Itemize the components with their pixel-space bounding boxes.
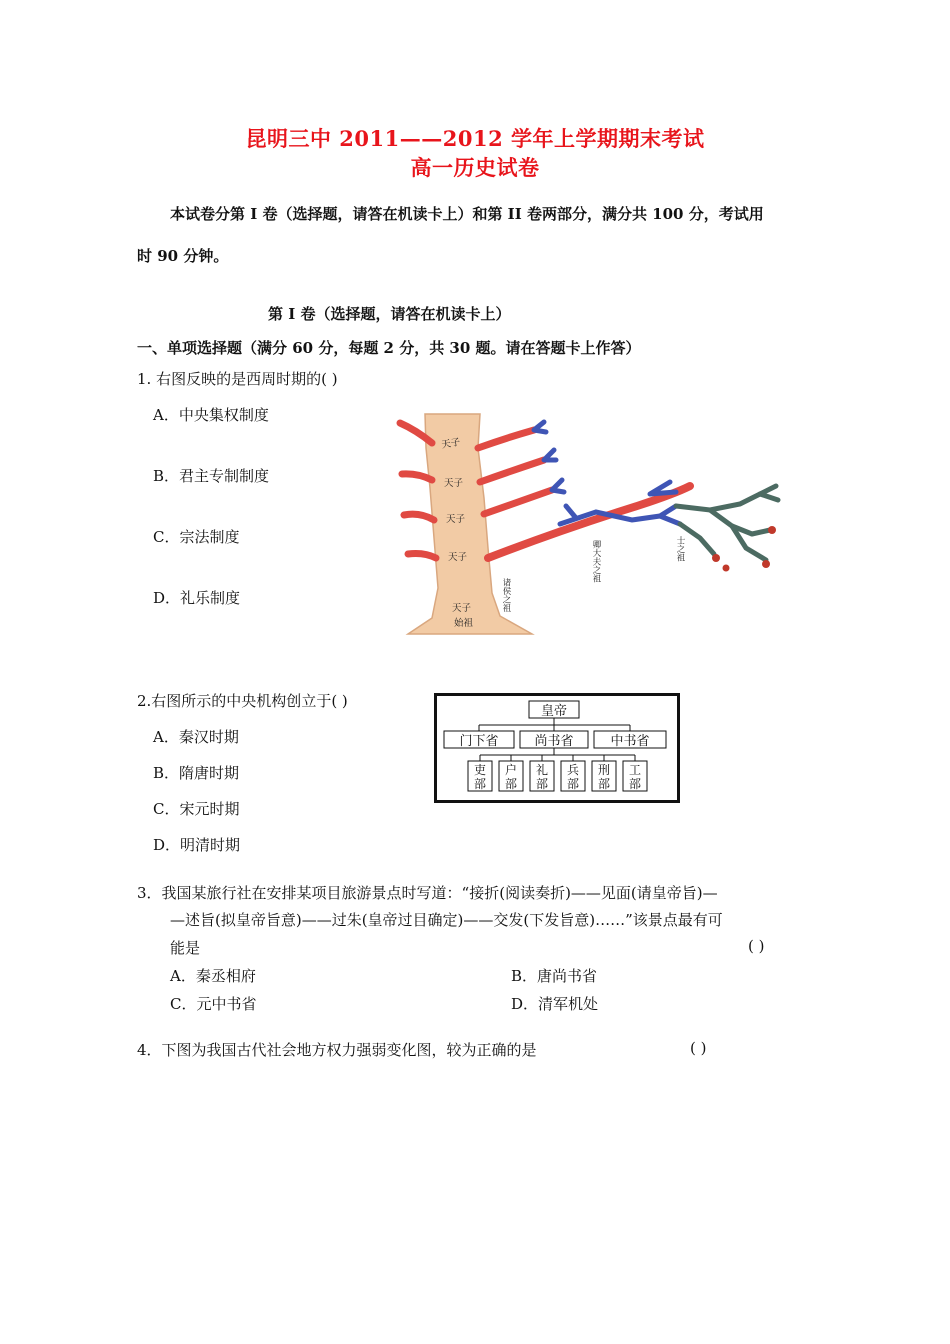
emperor-label: 皇帝 (540, 704, 568, 719)
intro-line-1: 本试卷分第 I 卷（选择题，请答在机读卡上）和第 II 卷两部分，满分共 100 分，考试用 (170, 205, 764, 223)
zhongshu-label: 中书省 (610, 734, 650, 749)
ministry-gong-bottom: 部 (628, 777, 642, 791)
ministry-rites-top: 礼 (535, 763, 549, 777)
branch-label-shi: 士之祖 (675, 536, 685, 562)
ministry-li-bottom: 部 (473, 777, 487, 791)
trunk-label-5: 天子 (452, 603, 472, 614)
trunk-label-4: 天子 (448, 552, 468, 563)
question-1-option-d: D．礼乐制度 (153, 589, 241, 607)
question-3-stem-line-1: 3．我国某旅行社在安排某项目旅游景点时写道：“接折(阅读奏折)——见面(请皇帝旨)— (137, 884, 718, 902)
branch-label-zhuhou: 诸侯之祖 (501, 578, 511, 612)
trunk-label-1: 天子 (440, 436, 462, 451)
trunk-label-2: 天子 (444, 478, 464, 489)
question-3-bracket: ( ) (748, 937, 765, 955)
trunk-label-3: 天子 (446, 514, 466, 525)
gray-branches (676, 486, 778, 560)
ministry-bing-bottom: 部 (566, 777, 580, 791)
trunk-base-label: 始祖 (454, 618, 474, 629)
question-1-option-c: C．宗法制度 (153, 528, 240, 546)
exam-subtitle: 高一历史试卷 (410, 155, 540, 180)
intro-line-2: 时 90 分钟。 (137, 247, 229, 265)
question-1-option-a: A．中央集权制度 (153, 406, 269, 424)
question-3-stem-line-2: —述旨(拟皇帝旨意)——过朱(皇帝过目确定)——交发(下发旨意)……”该景点最有可 (170, 911, 723, 929)
ministry-rites-bottom: 部 (535, 777, 549, 791)
ministry-xing-top: 刑 (597, 763, 611, 777)
question-2-option-c: C．宋元时期 (153, 800, 240, 818)
blue-branches (534, 422, 680, 524)
ministry-bing-top: 兵 (566, 763, 580, 777)
question-4-stem: 4．下图为我国古代社会地方权力强弱变化图，较为正确的是 (137, 1041, 537, 1059)
ministry-hu-top: 户 (504, 763, 518, 777)
ministry-xing-bottom: 部 (597, 777, 611, 791)
central-government-chart (434, 693, 680, 803)
tree-trunk (408, 414, 532, 634)
exam-title: 昆明三中 2011——2012 学年上学期期末考试 (245, 126, 705, 151)
question-3-stem-line-3: 能是 (170, 939, 201, 957)
question-4-bracket: ( ) (690, 1039, 707, 1057)
question-1-option-b: B．君主专制制度 (153, 467, 270, 485)
clan-tree-figure (380, 408, 820, 640)
shangshu-label: 尚书省 (534, 734, 574, 749)
ministry-gong-top: 工 (628, 763, 642, 777)
question-2-stem: 2.右图所示的中央机构创立于( ) (137, 692, 348, 710)
question-2-option-d: D．明清时期 (153, 836, 241, 854)
question-1-stem: 1. 右图反映的是西周时期的( ) (137, 370, 338, 388)
question-3-option-b: B．唐尚书省 (511, 967, 598, 985)
question-3-option-c: C．元中书省 (170, 995, 257, 1013)
menxia-label: 门下省 (459, 734, 499, 749)
part-heading: 一、单项选择题（满分 60 分，每题 2 分，共 30 题。请在答题卡上作答） (137, 339, 641, 357)
question-3-option-d: D．清军机处 (511, 995, 599, 1013)
section-heading: 第 I 卷（选择题，请答在机读卡上） (268, 305, 511, 323)
ministry-hu-bottom: 部 (504, 777, 518, 791)
question-2-option-a: A．秦汉时期 (153, 728, 239, 746)
question-3-option-a: A．秦丞相府 (170, 967, 256, 985)
branch-label-qingdafu: 卿大夫之祖 (591, 540, 601, 583)
question-2-option-b: B．隋唐时期 (153, 764, 240, 782)
ministry-li-top: 吏 (473, 763, 487, 777)
